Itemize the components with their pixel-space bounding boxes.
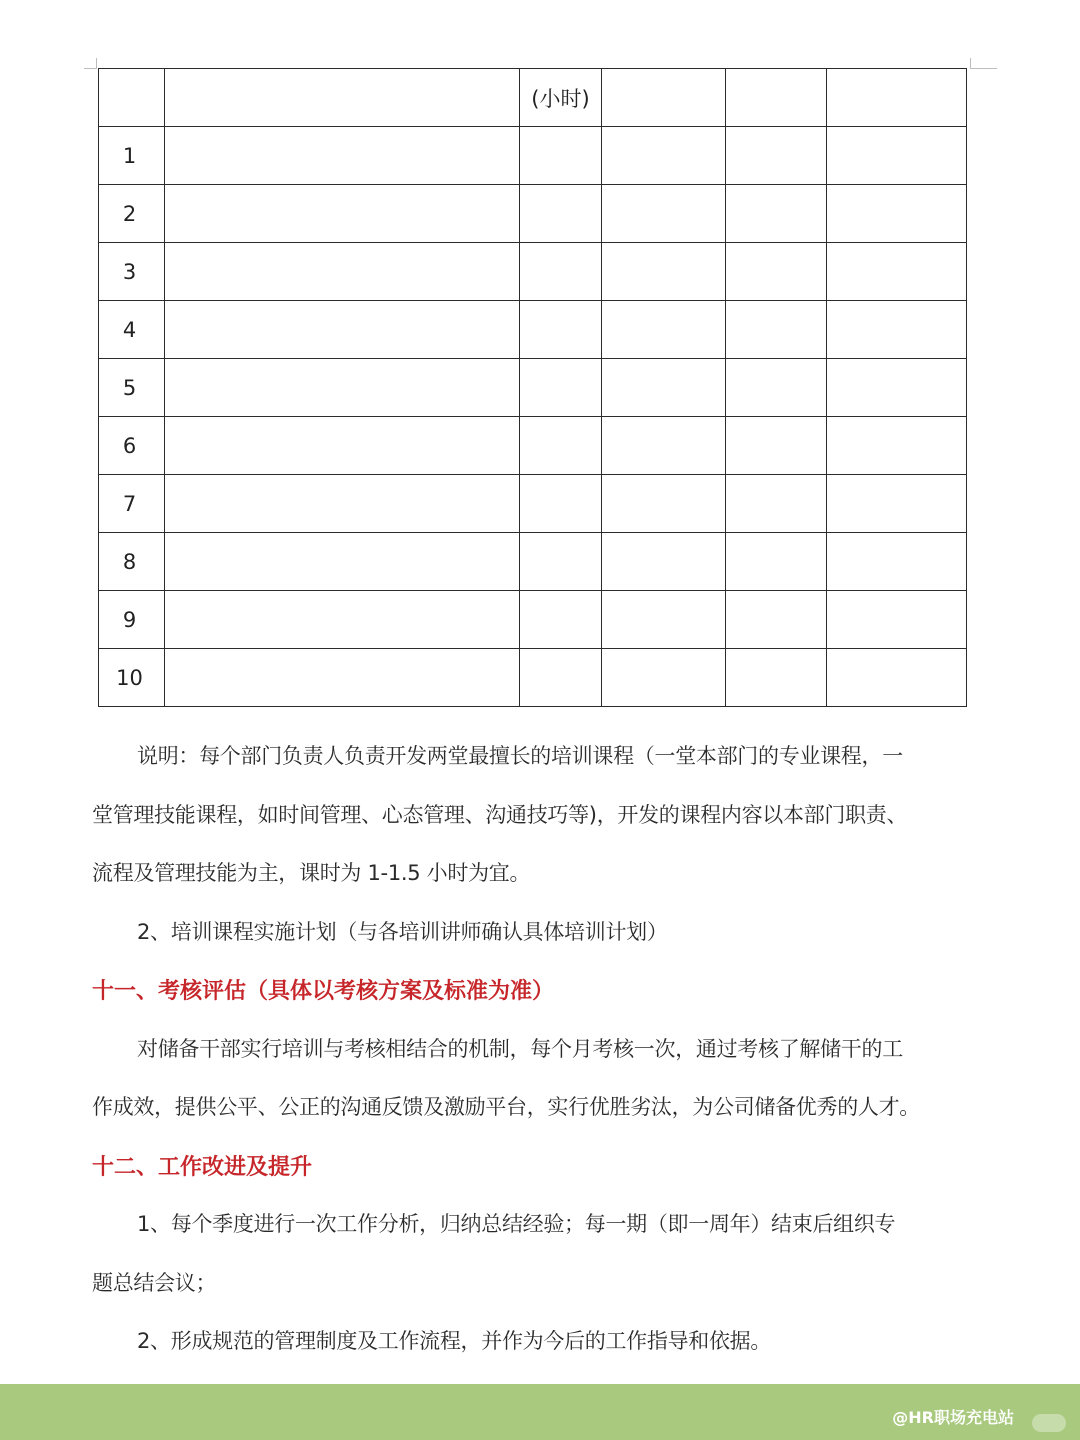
watermark-logo-icon — [1032, 1414, 1066, 1432]
note-paragraph-line3: 流程及管理技能为主，课时为 1-1.5 小时为宜。 — [92, 861, 531, 885]
section-heading-12: 十二、工作改进及提升 — [92, 1154, 313, 1180]
header-cell — [827, 69, 967, 127]
table-row — [99, 127, 967, 185]
plan-paragraph: 2、培训课程实施计划（与各培训讲师确认具体培训计划） — [137, 920, 668, 944]
row-number: 7 — [99, 475, 165, 533]
improve-item2: 2、形成规范的管理制度及工作流程，并作为今后的工作指导和依据。 — [137, 1329, 772, 1353]
row-number: 9 — [99, 591, 165, 649]
training-course-table — [98, 68, 967, 707]
table-row — [99, 533, 967, 591]
table-header-row — [99, 69, 967, 127]
table-row — [99, 591, 967, 649]
header-cell — [602, 69, 726, 127]
row-number: 5 — [99, 359, 165, 417]
table-row — [99, 475, 967, 533]
watermark-text: @HR职场充电站 — [892, 1408, 1014, 1427]
row-number: 2 — [99, 185, 165, 243]
table-row — [99, 359, 967, 417]
page-corner-mark-left — [84, 58, 97, 69]
row-number: 4 — [99, 301, 165, 359]
note-paragraph-line1: 说明：每个部门负责人负责开发两堂最擅长的培训课程（一堂本部门的专业课程，一 — [137, 744, 903, 768]
header-cell — [99, 69, 165, 127]
table-row — [99, 243, 967, 301]
row-number: 8 — [99, 533, 165, 591]
table-row — [99, 185, 967, 243]
table-row — [99, 649, 967, 707]
table-row — [99, 301, 967, 359]
section-heading-11: 十一、考核评估（具体以考核方案及标准为准） — [92, 978, 555, 1004]
row-number: 10 — [99, 649, 165, 707]
row-number: 6 — [99, 417, 165, 475]
improve-item1-line1: 1、每个季度进行一次工作分析，归纳总结经验；每一期（即一周年）结束后组织专 — [137, 1212, 896, 1236]
header-cell — [165, 69, 520, 127]
row-number: 1 — [99, 127, 165, 185]
assessment-paragraph-line2: 作成效，提供公平、公正的沟通反馈及激励平台，实行优胜劣汰，为公司储备优秀的人才。 — [92, 1095, 920, 1119]
table-row — [99, 417, 967, 475]
page-corner-mark-right — [970, 58, 997, 69]
note-paragraph-line2: 堂管理技能课程，如时间管理、心态管理、沟通技巧等)，开发的课程内容以本部门职责、 — [92, 803, 908, 827]
assessment-paragraph-line1: 对储备干部实行培训与考核相结合的机制，每个月考核一次，通过考核了解储干的工 — [137, 1037, 903, 1061]
row-number: 3 — [99, 243, 165, 301]
header-cell-hours: (小时) — [520, 69, 602, 127]
header-cell — [726, 69, 827, 127]
improve-item1-line2: 题总结会议； — [92, 1271, 217, 1295]
